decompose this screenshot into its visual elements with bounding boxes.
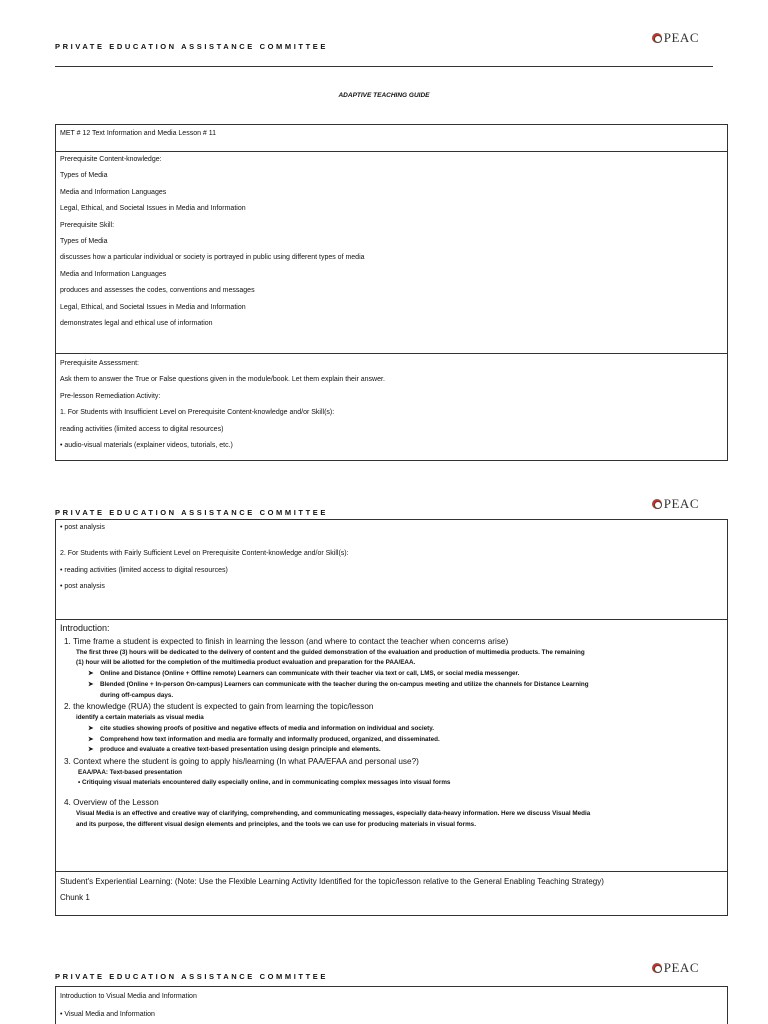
met-row bbox=[56, 125, 727, 152]
header-rule bbox=[55, 66, 713, 67]
lesson-table-1 bbox=[55, 124, 728, 461]
intro-item-2: 2. the knowledge (RUA) the student is expected to gain from learning the topic/lesson bbox=[64, 702, 374, 712]
prereq-heading: Prerequisite Content-knowledge: bbox=[60, 156, 162, 163]
experiential-row bbox=[56, 872, 727, 917]
org-name: PRIVATE EDUCATION ASSISTANCE COMMITTEE bbox=[55, 508, 328, 517]
introduction-row bbox=[56, 622, 727, 872]
prereq-line: discusses how a particular individual or society is portrayed in public using different types of media bbox=[60, 254, 365, 262]
intro-bullet bbox=[60, 724, 723, 735]
chunk-bullet: • Visual Media and Information bbox=[60, 1011, 155, 1018]
prereq-line: Media and Information Languages bbox=[60, 270, 167, 278]
peac-seal-icon bbox=[652, 499, 662, 509]
intro-text: identify a certain materials as visual media bbox=[76, 713, 204, 721]
intro-bullet bbox=[60, 680, 723, 691]
remediation-line bbox=[60, 536, 723, 546]
lesson-table-3 bbox=[55, 986, 728, 1024]
prereq-line: Media and Information Languages bbox=[60, 188, 167, 196]
page-header-1 bbox=[55, 32, 713, 52]
assessment-line: reading activities (limited access to digital resources) bbox=[60, 425, 224, 433]
intro-text: (1) hour will be allotted for the completion of the multimedia product evaluation and preparation for the PAA/EAA. bbox=[76, 659, 416, 667]
assessment-line: Ask them to answer the True or False questions given in the module/book. Let them explain their answer. bbox=[60, 376, 385, 384]
arrow-bullet-icon: ➤ bbox=[88, 735, 94, 743]
met-line: MET # 12 Text Information and Media Lesson # 11 bbox=[60, 130, 217, 137]
experiential-heading: Student's Experiential Learning: (Note: Use the Flexible Learning Activity Identified for the topic/lesson relative to the General Enabling Teaching Strategy) bbox=[60, 877, 604, 886]
remediation-line: • post analysis bbox=[60, 524, 105, 531]
prereq-skill-heading: Prerequisite Skill: bbox=[60, 221, 115, 229]
intro-item-3: 3. Context where the student is going to apply his/learning (In what PAA/EFAA and personal use?) bbox=[64, 757, 419, 767]
assessment-heading: Prerequisite Assessment: bbox=[60, 360, 139, 367]
prereq-row bbox=[56, 152, 727, 354]
org-name: PRIVATE EDUCATION ASSISTANCE COMMITTEE bbox=[55, 42, 328, 51]
bullet-text: Online and Distance (Online + Offline remote) Learners can communicate with their teacher via text or call, LMS, or social media messenger. bbox=[100, 670, 520, 678]
assessment-line: 1. For Students with Insufficient Level on Prerequisite Content-knowledge and/or Skill(s): bbox=[60, 409, 335, 417]
arrow-bullet-icon: ➤ bbox=[88, 724, 94, 732]
intro-text: • Critiquing visual materials encountered daily especially online, and in communicating complex messages into visual forms bbox=[78, 779, 451, 787]
intro-item-1: 1. Time frame a student is expected to finish in learning the lesson (and where to contact the teacher when concerns arise) bbox=[64, 637, 509, 646]
intro-bullet bbox=[60, 735, 723, 746]
peac-seal-icon bbox=[652, 33, 662, 43]
intro-text: The first three (3) hours will be dedicated to the delivery of content and the guided demonstration of the evaluation and production of multimedia products. The remaining bbox=[76, 648, 585, 656]
peac-logo bbox=[652, 960, 699, 976]
chunk-topic: Introduction to Visual Media and Information bbox=[60, 993, 197, 1000]
prereq-line: demonstrates legal and ethical use of information bbox=[60, 320, 213, 328]
prereq-line: produces and assesses the codes, conventions and messages bbox=[60, 287, 255, 295]
introduction-heading: Introduction: bbox=[60, 623, 110, 633]
arrow-bullet-icon: ➤ bbox=[88, 680, 94, 688]
prereq-line: Types of Media bbox=[60, 238, 108, 246]
logo-text: PEAC bbox=[663, 960, 699, 975]
page-header-3 bbox=[55, 962, 713, 982]
prereq-line: Types of Media bbox=[60, 172, 108, 180]
intro-item-4: 4. Overview of the Lesson bbox=[64, 798, 159, 808]
chunk-label: Chunk 1 bbox=[60, 893, 90, 903]
intro-text: Visual Media is an effective and creative way of clarifying, comprehending, and communicating messages, especially data-heavy information. Here we discuss Visual Media bbox=[76, 809, 591, 817]
peac-logo bbox=[652, 30, 699, 46]
intro-text: and its purpose, the different visual design elements and principles, and the tools we can use for producing materials in visual forms. bbox=[76, 820, 476, 828]
prereq-line: Legal, Ethical, and Societal Issues in Media and Information bbox=[60, 205, 246, 213]
org-name: PRIVATE EDUCATION ASSISTANCE COMMITTEE bbox=[55, 972, 328, 981]
intro-bullet bbox=[60, 745, 723, 756]
page-header-2 bbox=[55, 498, 713, 518]
remediation-line: • reading activities (limited access to digital resources) bbox=[60, 566, 228, 574]
lesson-table-2 bbox=[55, 519, 728, 916]
bullet-text: cite studies showing proofs of positive and negative effects of media and information on individual and society. bbox=[100, 724, 435, 732]
remediation-heading: Pre-lesson Remediation Activity: bbox=[60, 392, 161, 400]
assessment-row bbox=[56, 354, 727, 460]
prereq-line: Legal, Ethical, and Societal Issues in Media and Information bbox=[60, 303, 246, 311]
peac-seal-icon bbox=[652, 963, 662, 973]
bullet-text: Comprehend how text information and media are formally and informally produced, organized, and disseminated. bbox=[100, 735, 440, 743]
remediation-line: • post analysis bbox=[60, 583, 105, 591]
bullet-text: Blended (Online + In-person On-campus) Learners can communicate with the teacher during the on-campus meeting and utilize the channels for Distance Learning bbox=[100, 680, 589, 688]
arrow-bullet-icon: ➤ bbox=[88, 670, 94, 678]
intro-text: EAA/PAA: Text-based presentation bbox=[78, 768, 183, 776]
arrow-bullet-icon: ➤ bbox=[88, 746, 94, 754]
bullet-text: produce and evaluate a creative text-based presentation using design principle and elements. bbox=[100, 746, 381, 754]
remediation-line: 2. For Students with Fairly Sufficient Level on Prerequisite Content-knowledge and/or Skill(s): bbox=[60, 550, 349, 558]
remediation-cont-row bbox=[56, 520, 727, 620]
guide-title: ADAPTIVE TEACHING GUIDE bbox=[338, 92, 430, 99]
intro-bullet-cont: during off-campus days. bbox=[100, 691, 174, 699]
peac-logo bbox=[652, 496, 699, 512]
assessment-line: • audio-visual materials (explainer videos, tutorials, etc.) bbox=[60, 442, 233, 450]
logo-text: PEAC bbox=[663, 496, 699, 511]
logo-text: PEAC bbox=[663, 30, 699, 45]
intro-bullet bbox=[60, 669, 723, 680]
